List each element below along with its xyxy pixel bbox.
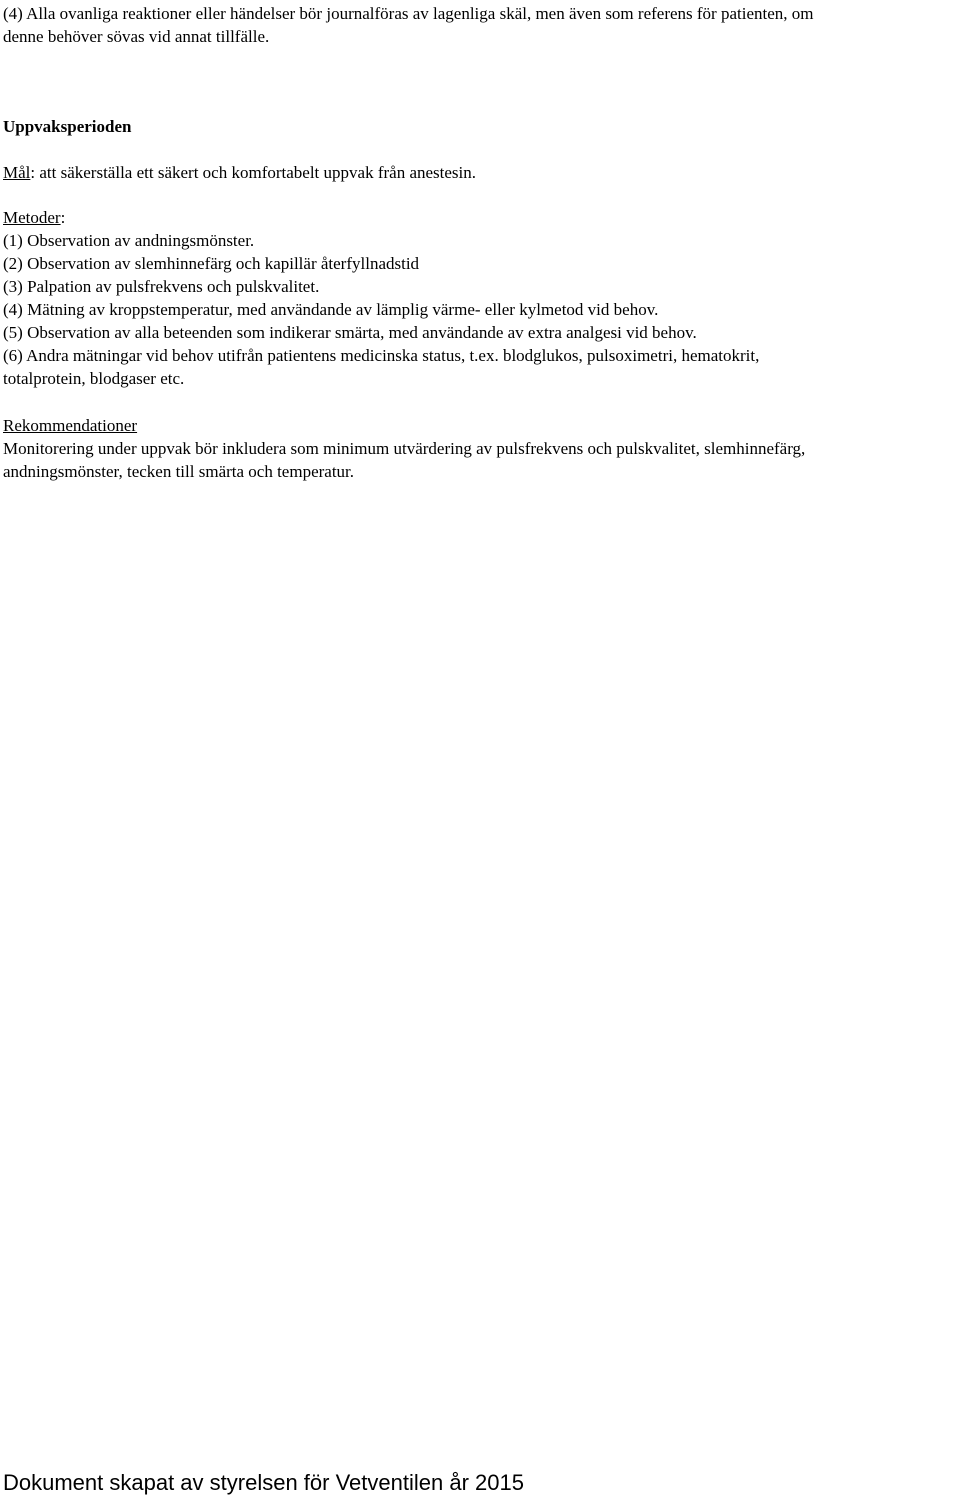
- goal-line: [3, 161, 955, 184]
- method-item: (5) Observation av alla beteenden som indikerar smärta, med användande av extra analgesi vid behov.: [3, 323, 697, 342]
- goal-text: : att säkerställa ett säkert och komfortabelt uppvak från anestesin.: [30, 163, 477, 182]
- recommendation-line: andningsmönster, tecken till smärta och temperatur.: [3, 462, 355, 481]
- section-heading: Uppvaksperioden: [3, 117, 132, 136]
- method-item: (1) Observation av andningsmönster.: [3, 231, 255, 250]
- intro-line: (4) Alla ovanliga reaktioner eller händelser bör journalföras av lagenliga skäl, men även som referens för patienten, om: [3, 4, 814, 23]
- goal-label: Mål: [3, 163, 31, 182]
- goal-paragraph: [3, 161, 955, 184]
- recommendations-label: Rekommendationer: [3, 416, 138, 435]
- recommendation-line: Monitorering under uppvak bör inkludera som minimum utvärdering av pulsfrekvens och pulskvalitet, slemhinnefärg,: [3, 439, 806, 458]
- method-item: (4) Mätning av kroppstemperatur, med användande av lämplig värme- eller kylmetod vid behov.: [3, 300, 659, 319]
- intro-line: denne behöver sövas vid annat tillfälle.: [3, 27, 270, 46]
- methods-colon: :: [60, 208, 66, 227]
- method-item: totalprotein, blodgaser etc.: [3, 369, 185, 388]
- page-footer: Dokument skapat av styrelsen för Vetventilen år 2015: [3, 1470, 524, 1495]
- methods-heading-line: [3, 206, 955, 229]
- method-item: (3) Palpation av pulsfrekvens och pulskvalitet.: [3, 277, 320, 296]
- recommendations-paragraph: [3, 414, 955, 483]
- method-item: (2) Observation av slemhinnefärg och kapillär återfyllnadstid: [3, 254, 420, 273]
- intro-paragraph: [3, 2, 955, 48]
- methods-label: Metoder: [3, 208, 61, 227]
- methods-paragraph: [3, 206, 955, 390]
- method-item: (6) Andra mätningar vid behov utifrån patientens medicinska status, t.ex. blodglukos, pulsoximetri, hematokrit,: [3, 346, 760, 365]
